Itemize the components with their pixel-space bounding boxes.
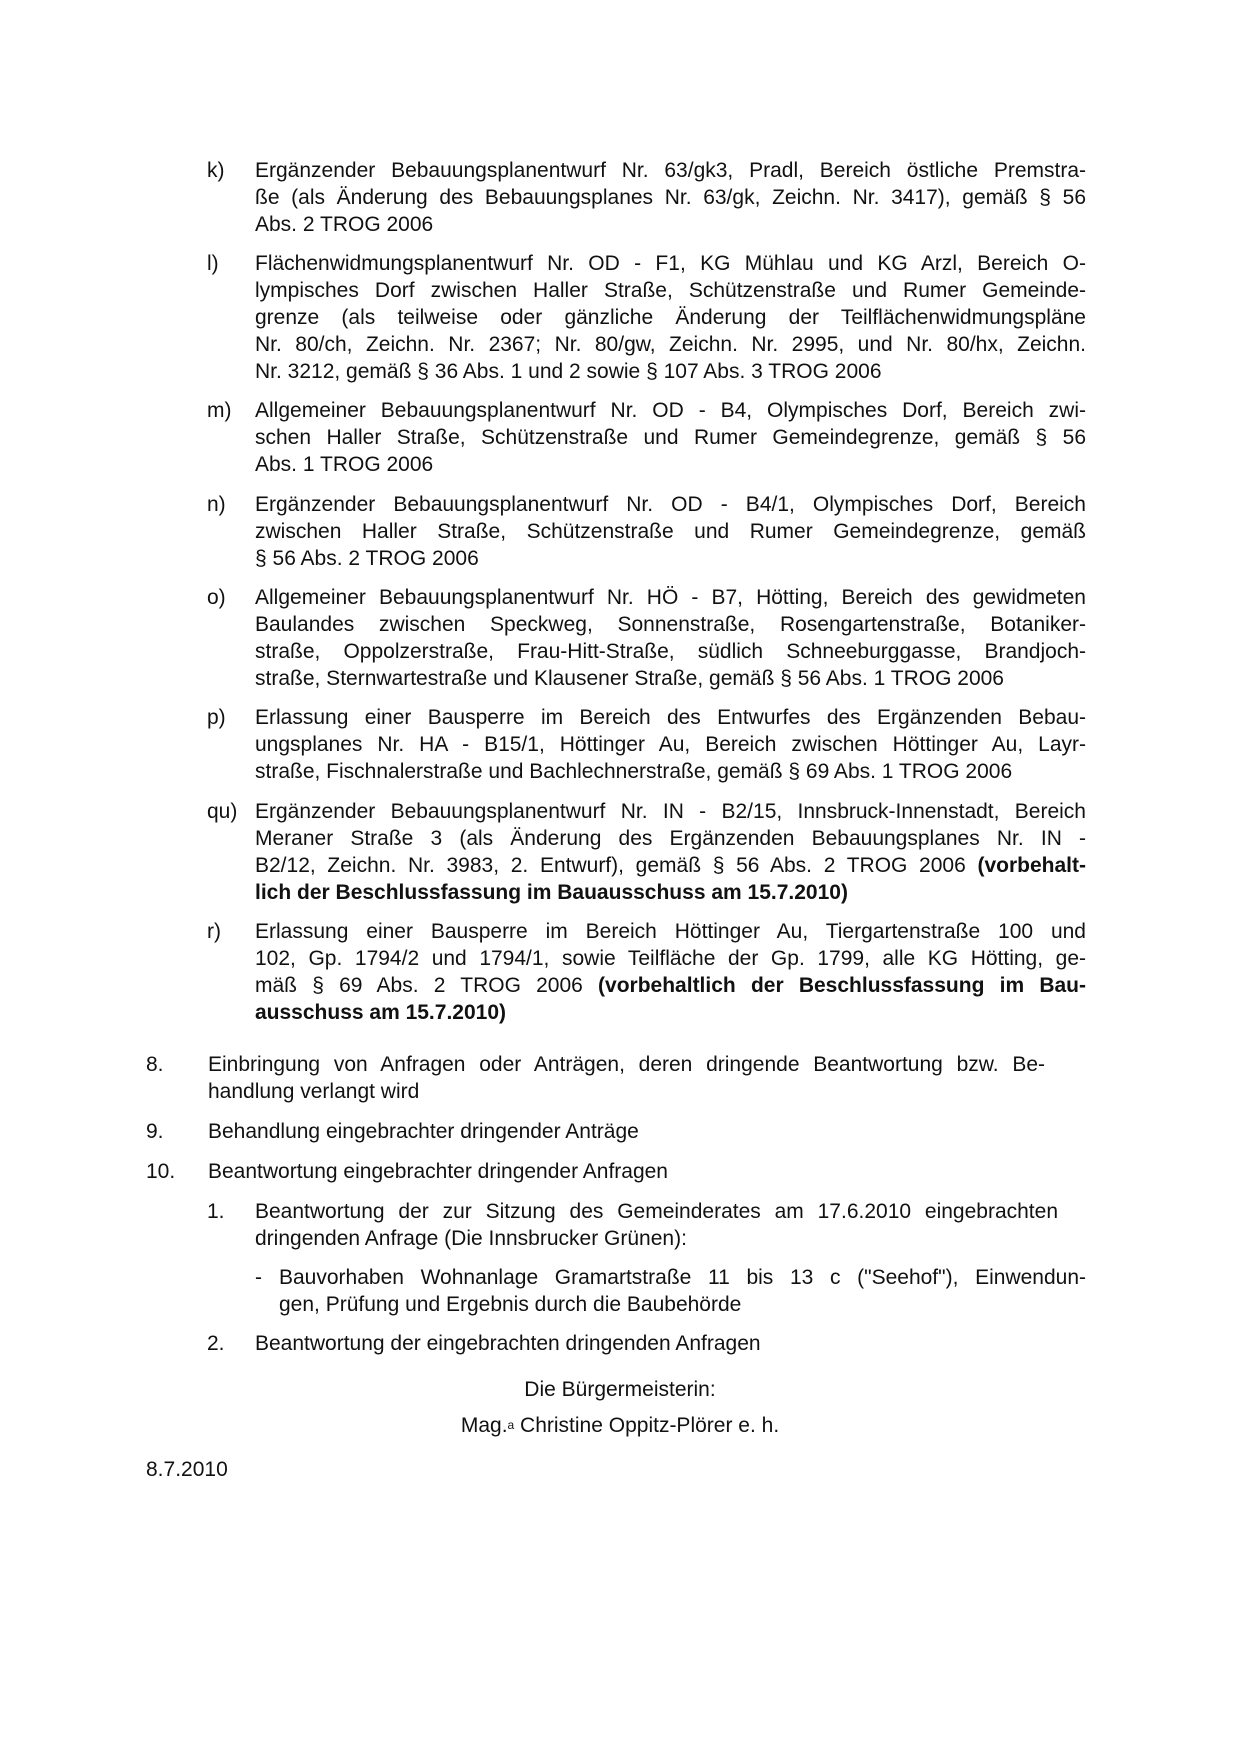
agenda-subitem-label: qu) [207, 800, 238, 823]
text-run: Beantwortung der eingebrachten dringenden Anfragen [255, 1332, 761, 1355]
text-line [208, 1078, 1045, 1105]
agenda-subitem-label: k) [207, 159, 225, 182]
agenda-subitem-text [255, 704, 1086, 785]
agenda-item-label: 9. [146, 1120, 164, 1143]
text-line [255, 331, 1086, 358]
text-line [255, 451, 1086, 478]
text-run: Einbringung von Anfragen oder Anträgen, deren dringende Beantwortung bzw. Be- [208, 1053, 1045, 1076]
text-line [255, 157, 1086, 184]
text-line [255, 852, 1086, 879]
text-run: 102, Gp. 1794/2 und 1794/1, sowie Teilfläche der Gp. 1799, alle KG Hötting, ge- [255, 947, 1086, 970]
text-line [255, 879, 1086, 906]
text-line [255, 584, 1086, 611]
agenda-subitem-label: l) [207, 252, 219, 275]
text-run: gen, Prüfung und Ergebnis durch die Baubehörde [279, 1293, 742, 1316]
bold-text: (vorbehalt- [977, 854, 1086, 877]
agenda-subitem-text [255, 250, 1086, 385]
text-line [255, 424, 1086, 451]
text-line [255, 358, 1086, 385]
text-line [255, 798, 1086, 825]
text-run: Ergänzender Bebauungsplanentwurf Nr. IN - B2/15, Innsbruck-Innenstadt, Bereich [255, 800, 1086, 823]
text-line [279, 1264, 1086, 1291]
text-line [208, 1118, 1045, 1145]
text-run: Flächenwidmungsplanentwurf Nr. OD - F1, KG Mühlau und KG Arzl, Bereich O- [255, 252, 1086, 275]
text-run: grenze (als teilweise oder gänzliche Änderung der Teilflächenwidmungspläne [255, 306, 1086, 329]
text-line [255, 518, 1086, 545]
text-run: ße (als Änderung des Bebauungsplanes Nr. 63/gk, Zeichn. Nr. 3417), gemäß § 56 [255, 186, 1086, 209]
agenda-subitem-text [255, 157, 1086, 238]
text-run: mäß § 69 Abs. 2 TROG 2006 [255, 974, 599, 997]
text-run: § 56 Abs. 2 TROG 2006 [255, 547, 479, 570]
agenda-subitem-text [255, 397, 1086, 478]
agenda-answer-item-label: 1. [207, 1200, 225, 1223]
text-run: Bauvorhaben Wohnanlage Gramartstraße 11 bis 13 c ("Seehof"), Einwendun- [279, 1266, 1086, 1289]
text-line [255, 704, 1086, 731]
text-line [255, 304, 1086, 331]
agenda-item-text [208, 1051, 1045, 1105]
agenda-answer-item-text [255, 1198, 1058, 1252]
bold-text: ausschuss am 15.7.2010) [255, 1001, 506, 1024]
text-run: straße, Fischnalerstraße und Bachlechnerstraße, gemäß § 69 Abs. 1 TROG 2006 [255, 760, 1013, 783]
text-run: straße, Oppolzerstraße, Frau-Hitt-Straße, südlich Schneeburggasse, Brandjoch- [255, 640, 1086, 663]
text-line [255, 918, 1086, 945]
agenda-answer-item-label: 2. [207, 1332, 225, 1355]
text-line [255, 277, 1086, 304]
signature-name-text: Christine Oppitz-Plörer e. h. [514, 1414, 780, 1437]
text-line [279, 1291, 1086, 1318]
agenda-answer-item-text [255, 1330, 1058, 1357]
agenda-subitem-text [255, 584, 1086, 692]
text-run: Erlassung einer Bausperre im Bereich Höttinger Au, Tiergartenstraße 100 und [255, 920, 1086, 943]
text-line [255, 945, 1086, 972]
text-run: Abs. 2 TROG 2006 [255, 213, 434, 236]
text-line [255, 491, 1086, 518]
text-run: Allgemeiner Bebauungsplanentwurf Nr. HÖ - B7, Hötting, Bereich des gewidmeten [255, 586, 1086, 609]
text-run: handlung verlangt wird [208, 1080, 420, 1103]
agenda-subitem-text [255, 798, 1086, 906]
text-line [208, 1051, 1045, 1078]
text-run: Allgemeiner Bebauungsplanentwurf Nr. OD - B4, Olympisches Dorf, Bereich zwi- [255, 399, 1086, 422]
text-run: Erlassung einer Bausperre im Bereich des Entwurfes des Ergänzenden Bebau- [255, 706, 1086, 729]
text-line [255, 1330, 1058, 1357]
text-run: Nr. 3212, gemäß § 36 Abs. 1 und 2 sowie § 107 Abs. 3 TROG 2006 [255, 360, 882, 383]
text-line [255, 972, 1086, 999]
text-run: zwischen Haller Straße, Schützenstraße und Rumer Gemeindegrenze, gemäß [255, 520, 1086, 543]
text-run: Nr. 80/ch, Zeichn. Nr. 2367; Nr. 80/gw, Zeichn. Nr. 2995, und Nr. 80/hx, Zeichn. [255, 333, 1086, 356]
agenda-item-text [208, 1118, 1045, 1145]
text-line [255, 250, 1086, 277]
signature-name-prefix: Mag. [460, 1414, 508, 1437]
text-run: Beantwortung der zur Sitzung des Gemeinderates am 17.6.2010 eingebrachten [255, 1200, 1058, 1223]
signature-name-sup: a [507, 1418, 515, 1432]
document-date: 8.7.2010 [146, 1458, 228, 1481]
text-run: straße, Sternwartestraße und Klausener Straße, gemäß § 56 Abs. 1 TROG 2006 [255, 667, 1004, 690]
agenda-subitem-label: p) [207, 706, 226, 729]
text-run: dringenden Anfrage (Die Innsbrucker Grünen): [255, 1227, 687, 1250]
text-line [255, 999, 1086, 1026]
text-run: Ergänzender Bebauungsplanentwurf Nr. OD - B4/1, Olympisches Dorf, Bereich [255, 493, 1086, 516]
text-line [255, 545, 1086, 572]
text-line [255, 665, 1086, 692]
text-line [255, 397, 1086, 424]
agenda-subitem-label: r) [207, 920, 221, 943]
text-run: lympisches Dorf zwischen Haller Straße, Schützenstraße und Rumer Gemeinde- [255, 279, 1086, 302]
agenda-item-text [208, 1158, 1045, 1185]
text-line [255, 1225, 1058, 1252]
text-line [255, 611, 1086, 638]
text-run: Meraner Straße 3 (als Änderung des Ergänzenden Bebauungsplanes Nr. IN - [255, 827, 1086, 850]
agenda-subitem-label: n) [207, 493, 226, 516]
text-line [208, 1158, 1045, 1185]
text-run: schen Haller Straße, Schützenstraße und Rumer Gemeindegrenze, gemäß § 56 [255, 426, 1086, 449]
agenda-subitem-text [255, 491, 1086, 572]
bold-text: (vorbehaltlich der Beschlussfassung im Bau- [598, 974, 1086, 997]
text-run: Baulandes zwischen Speckweg, Sonnenstraße, Rosengartenstraße, Botaniker- [255, 613, 1086, 636]
text-line [255, 731, 1086, 758]
text-line [255, 758, 1086, 785]
text-line [255, 825, 1086, 852]
text-line [255, 184, 1086, 211]
agenda-bullet-text [279, 1264, 1086, 1318]
text-line [255, 1198, 1058, 1225]
text-run: Behandlung eingebrachter dringender Anträge [208, 1120, 639, 1143]
text-run: B2/12, Zeichn. Nr. 3983, 2. Entwurf), gemäß § 56 Abs. 2 TROG 2006 [255, 854, 978, 877]
text-run: Abs. 1 TROG 2006 [255, 453, 434, 476]
text-run: ungsplanes Nr. HA - B15/1, Höttinger Au, Bereich zwischen Höttinger Au, Layr- [255, 733, 1086, 756]
text-line [255, 211, 1086, 238]
text-line [255, 638, 1086, 665]
bold-text: lich der Beschlussfassung im Bauausschuss am 15.7.2010) [255, 881, 848, 904]
text-run: Ergänzender Bebauungsplanentwurf Nr. 63/gk3, Pradl, Bereich östliche Premstra- [255, 159, 1086, 182]
agenda-subitem-label: m) [207, 399, 232, 422]
agenda-bullet-label: - [255, 1266, 262, 1289]
agenda-subitem-text [255, 918, 1086, 1026]
agenda-subitem-label: o) [207, 586, 226, 609]
agenda-item-label: 8. [146, 1053, 164, 1076]
signature-role: Die Bürgermeisterin: [524, 1378, 716, 1401]
agenda-item-label: 10. [146, 1160, 176, 1183]
signature-name [0, 1412, 1240, 1439]
text-run: Beantwortung eingebrachter dringender Anfragen [208, 1160, 668, 1183]
